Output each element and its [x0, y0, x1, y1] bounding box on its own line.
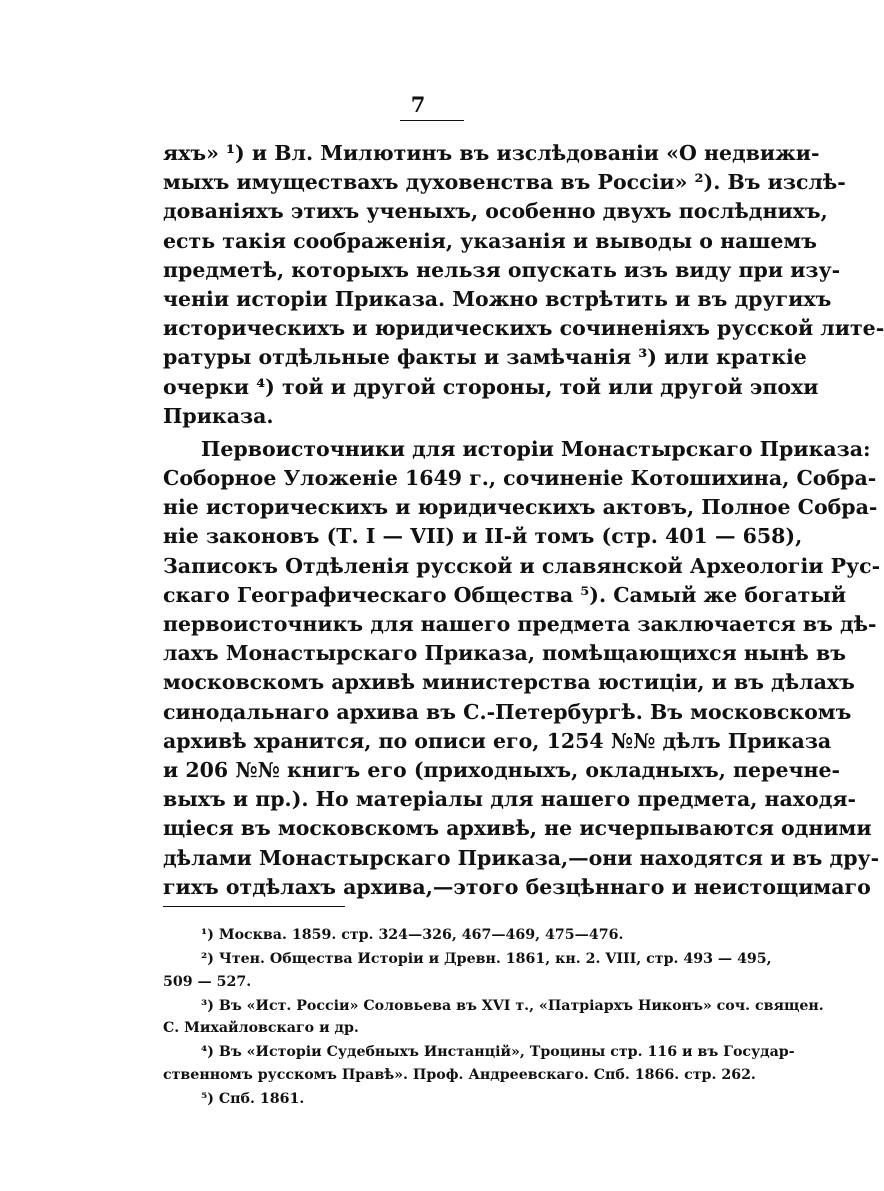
footnote-line: ⁵) Спб. 1861.	[201, 1091, 305, 1108]
text-line: щіеся въ московскомъ архивѣ, не исчерпываются одними	[163, 816, 872, 841]
footnote-line: ³) Въ «Ист. Россіи» Соловьева въ XVI т., «Патріархъ Никонъ» соч. священ.	[201, 997, 824, 1014]
text-line: ніе историческихъ и юридическихъ актовъ, Полное Собра-	[163, 495, 878, 520]
text-line: ратуры отдѣльные факты и замѣчанія ³) или краткіе	[163, 345, 807, 370]
text-line: лахъ Монастырскаго Приказа, помѣщающихся нынѣ въ	[163, 641, 846, 666]
text-line: скаго Географическаго Общества ⁵). Самый же богатый	[163, 582, 847, 607]
text-line: Первоисточники для исторіи Монастырскаго Приказа:	[201, 436, 871, 461]
text-line: очерки ⁴) той и другой стороны, той или другой эпохи	[163, 374, 819, 399]
footnotes	[163, 924, 824, 1110]
text-line: Соборное Уложеніе 1649 г., сочиненіе Котошихина, Собра-	[163, 466, 877, 491]
text-line: первоисточникъ для нашего предмета заключается въ дѣ-	[163, 612, 877, 636]
text-line: есть такія соображенія, указанія и выводы о нашемъ	[163, 228, 817, 253]
footnote-line: ⁴) Въ «Исторіи Судебныхъ Инстанцій», Троцины стр. 116 и въ Государ-	[201, 1044, 795, 1061]
page-number: 7	[410, 92, 426, 117]
footnote-line: 509 — 527.	[163, 973, 252, 990]
text-line: московскомъ архивѣ министерства юстиціи, и въ дѣлахъ	[163, 670, 855, 695]
footnote-line: ¹) Москва. 1859. стр. 324—326, 467—469, 475—476.	[201, 927, 624, 943]
text-line: историческихъ и юридическихъ сочиненіяхъ русской лите-	[163, 316, 884, 341]
text-line: мыхъ имуществахъ духовенства въ Россіи» ²). Въ изслѣ-	[163, 170, 846, 195]
text-line: предметѣ, которыхъ нельзя опускать изъ виду при изу-	[163, 257, 841, 282]
text-line: дованіяхъ этихъ ученыхъ, особенно двухъ послѣднихъ,	[163, 199, 828, 224]
footnote-rule	[163, 906, 345, 907]
footnote-line: С. Михайловскаго и др.	[163, 1020, 359, 1037]
text-line: яхъ» ¹) и Вл. Милютинъ въ изслѣдованіи «О недвижи-	[163, 141, 820, 165]
body-text	[163, 139, 884, 902]
text-line: Записокъ Отдѣленія русской и славянской Археологіи Рус-	[163, 553, 881, 578]
footnote-line: ²) Чтен. Общества Исторіи и Древн. 1861, кн. 2. VIII, стр. 493 — 495,	[201, 951, 772, 968]
text-line: ніе законовъ (Т. I — VII) и II-й томъ (стр. 401 — 658),	[163, 524, 803, 549]
text-line: Приказа.	[163, 403, 274, 428]
header-rule	[400, 120, 464, 121]
text-line: выхъ и пр.). Но матеріалы для нашего предмета, находя-	[163, 787, 857, 812]
text-line: синодальнаго архива въ С.-Петербургѣ. Въ московскомъ	[163, 699, 852, 724]
text-line: гихъ отдѣлахъ архива,—этого безцѣннаго и неистощимаго	[163, 874, 871, 899]
text-line: дѣлами Монастырскаго Приказа,—они находятся и въ дру-	[163, 845, 880, 870]
text-line: архивѣ хранится, по описи его, 1254 №№ дѣлъ Приказа	[163, 728, 832, 753]
text-line: ченіи исторіи Приказа. Можно встрѣтить и въ другихъ	[163, 286, 832, 311]
footnote-line: ственномъ русскомъ Правѣ». Проф. Андреевскаго. Спб. 1866. стр. 262.	[163, 1066, 756, 1083]
text-line: и 206 №№ книгъ его (приходныхъ, окладныхъ, перечне-	[163, 757, 841, 782]
